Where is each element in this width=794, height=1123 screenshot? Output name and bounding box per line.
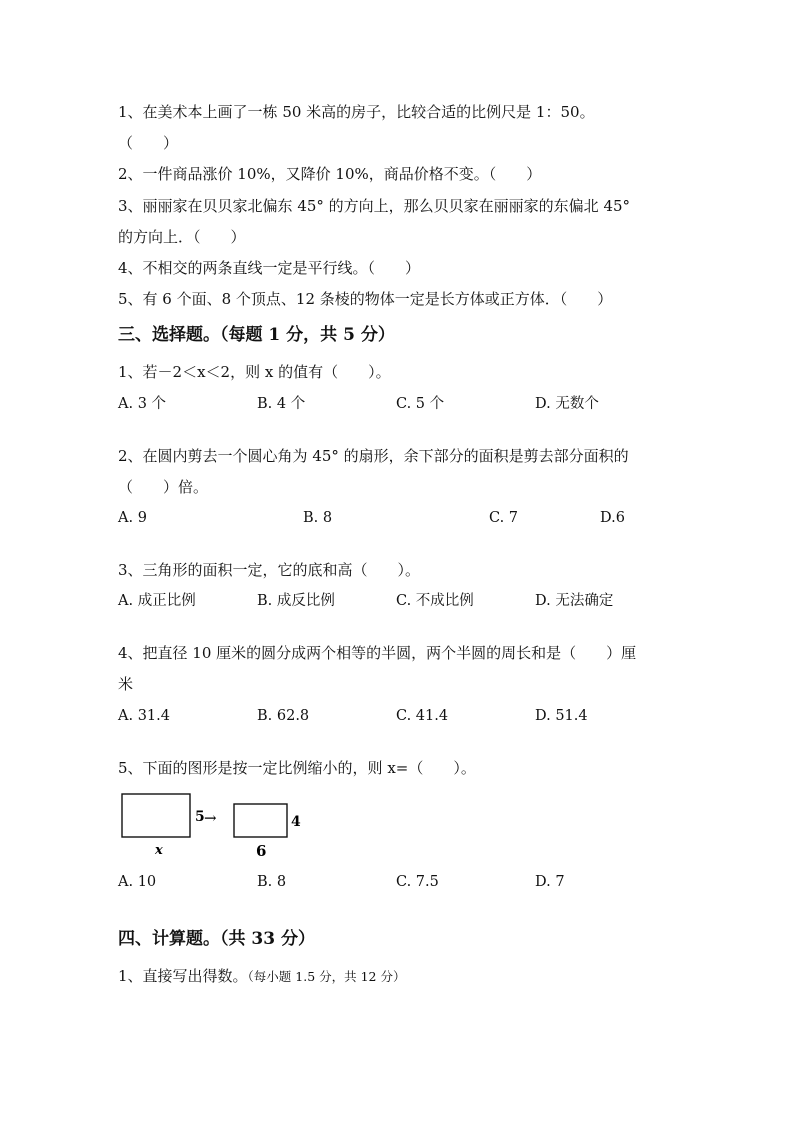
- figure-original-rect: [122, 794, 190, 837]
- choice-q3-option-a: A. 成正比例: [118, 593, 196, 609]
- choice-q3-option-d: D. 无法确定: [535, 593, 614, 609]
- figure-left-side-label: 5: [195, 809, 205, 825]
- judge-q1-answer-blank: （ ）: [118, 134, 179, 152]
- figure-right-side-label: 4: [291, 814, 301, 830]
- choice-q1-option-a: A. 3 个: [118, 396, 167, 412]
- choice-q2-stem-line2: （ ）倍。: [118, 478, 209, 496]
- judge-q1-line1: 1、在美术本上画了一栋 50 米高的房子，比较合适的比例尺是 1：50。: [118, 103, 595, 121]
- choice-q5-option-a: A. 10: [118, 874, 157, 890]
- choice-q4-option-a: A. 31.4: [118, 708, 170, 724]
- calc-q1-line: [118, 966, 405, 987]
- choice-q2-option-c: C. 7: [489, 510, 519, 526]
- choice-q3-option-c: C. 不成比例: [396, 593, 474, 609]
- figure-left-bottom-label: x: [155, 843, 163, 858]
- judge-q3-line2: 的方向上．（ ）: [118, 228, 246, 246]
- choice-q1-option-d: D. 无数个: [535, 396, 599, 412]
- choice-q5-stem: 5、下面的图形是按一定比例缩小的，则 x=（ ）。: [118, 759, 476, 777]
- choice-q3-option-b: B. 成反比例: [257, 593, 335, 609]
- scale-figure: [115, 788, 315, 863]
- choice-q4-option-c: C. 41.4: [396, 708, 449, 724]
- calc-q1-note: （每小题 1.5 分，共 12 分）: [247, 969, 406, 984]
- choice-q1-option-b: B. 4 个: [257, 396, 306, 412]
- choice-q2-stem-line1: 2、在圆内剪去一个圆心角为 45° 的扇形，余下部分的面积是剪去部分面积的: [118, 447, 629, 465]
- choice-q5-option-b: B. 8: [257, 874, 287, 890]
- section4-title: 四、计算题。（共 33 分）: [118, 929, 315, 949]
- figure-arrow: →: [204, 809, 217, 827]
- choice-q4-option-d: D. 51.4: [535, 708, 588, 724]
- judge-q5: 5、有 6 个面、8 个顶点、12 条棱的物体一定是长方体或正方体．（ ）: [118, 290, 613, 308]
- choice-q4-option-b: B. 62.8: [257, 708, 310, 724]
- choice-q2-option-b: B. 8: [303, 510, 333, 526]
- choice-q5-option-c: C. 7.5: [396, 874, 439, 890]
- calc-q1-stem: 1、直接写出得数。: [118, 967, 248, 985]
- section3-title: 三、选择题。（每题 1 分，共 5 分）: [118, 325, 395, 345]
- choice-q3-stem: 3、三角形的面积一定，它的底和高（ ）。: [118, 561, 421, 579]
- judge-q3-line1: 3、丽丽家在贝贝家北偏东 45° 的方向上，那么贝贝家在丽丽家的东偏北 45°: [118, 197, 631, 215]
- choice-q5-option-d: D. 7: [535, 874, 565, 890]
- choice-q1-stem: 1、若－2＜x＜2，则 x 的值有（ ）。: [118, 363, 391, 381]
- choice-q4-stem-line2: 米: [118, 675, 134, 693]
- choice-q4-stem-line1: 4、把直径 10 厘米的圆分成两个相等的半圆，两个半圆的周长和是（ ）厘: [118, 644, 637, 662]
- choice-q2-option-d: D.6: [600, 510, 625, 526]
- judge-q4: 4、不相交的两条直线一定是平行线。（ ）: [118, 259, 421, 277]
- choice-q1-option-c: C. 5 个: [396, 396, 445, 412]
- choice-q2-option-a: A. 9: [118, 510, 147, 526]
- judge-q2: 2、一件商品涨价 10%，又降价 10%，商品价格不变。（ ）: [118, 165, 542, 183]
- figure-right-bottom-label: 6: [256, 842, 267, 860]
- figure-reduced-rect: [234, 804, 287, 837]
